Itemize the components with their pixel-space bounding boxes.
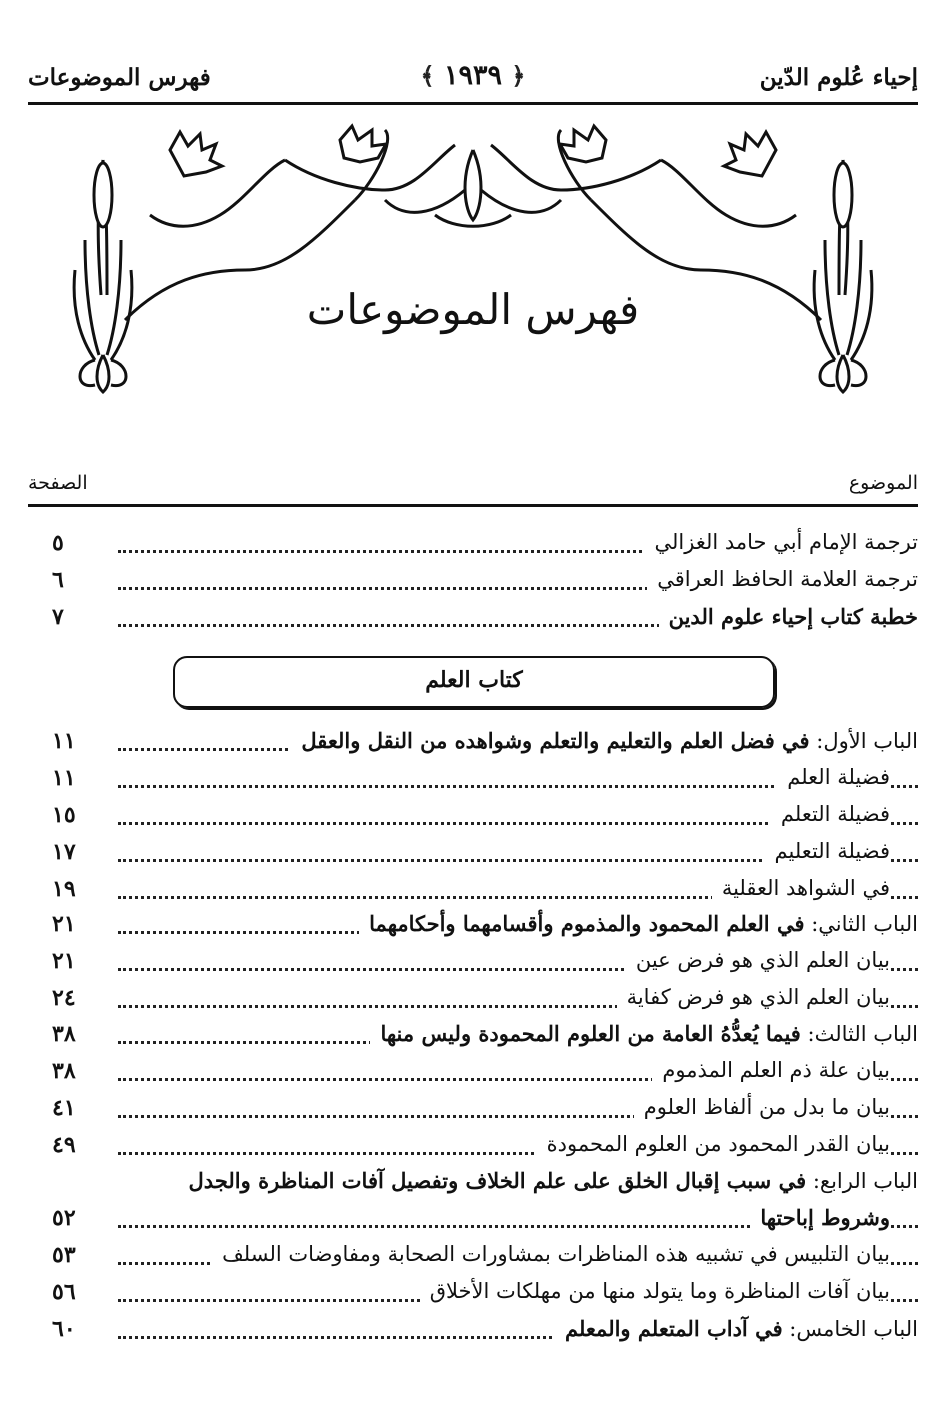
chapter-label	[555, 1316, 918, 1341]
chapter-title: في آداب المتعلم والمعلم	[565, 1316, 783, 1341]
toc-chapter-continued[interactable]	[28, 1205, 918, 1241]
entry-label: بيان علة ذم العلم المذموم	[652, 1058, 890, 1082]
topic-column-header: الموضوع	[848, 472, 918, 494]
chapter-number: الباب الثاني:	[811, 912, 918, 936]
entry-page: ١١	[52, 765, 76, 791]
chapter-label	[359, 911, 918, 936]
entry-label: فضيلة التعليم	[765, 839, 890, 863]
chapter-title: فيما يُعدُّهُ العامة من العلوم المحمودة وليس منها	[380, 1021, 801, 1046]
entry-label: بيان ما بدل من ألفاظ العلوم	[634, 1095, 890, 1119]
toc-entry[interactable]	[28, 604, 918, 640]
entry-page: ٥	[52, 530, 64, 556]
page-number-value: ١٩٣٩	[443, 60, 503, 91]
toc-entry[interactable]	[28, 839, 918, 875]
chapter-label	[179, 1168, 918, 1193]
entry-page: ١٩	[52, 876, 76, 902]
entry-page: ١٥	[52, 802, 76, 828]
entry-page: ٦	[52, 567, 64, 593]
chapter-number: الباب الثالث:	[807, 1022, 918, 1046]
entry-label: بيان القدر المحمود من العلوم المحمودة	[537, 1132, 890, 1156]
toc-entry[interactable]	[28, 948, 918, 984]
toc-entry[interactable]	[28, 1279, 918, 1315]
entry-page: ٢١	[52, 911, 76, 937]
entry-page: ٥٢	[52, 1205, 76, 1231]
running-header	[28, 58, 918, 105]
entry-page: ٢١	[52, 948, 76, 974]
entry-label: بيان آفات المناظرة وما يتولد منها من مهلكات الأخلاق	[420, 1279, 890, 1303]
right-brace-ornament: ﴿	[511, 61, 526, 90]
entry-page: ٥٦	[52, 1279, 76, 1305]
toc-entry[interactable]	[28, 985, 918, 1021]
page-number	[421, 60, 526, 91]
chapter-label	[370, 1021, 918, 1046]
ornament-title: فهرس الموضوعات	[306, 285, 640, 334]
entry-label: بيان العلم الذي هو فرض كفاية	[617, 985, 890, 1009]
toc-chapter[interactable]	[28, 911, 918, 947]
left-brace-ornament: ﴾	[420, 61, 435, 90]
toc-entry[interactable]	[28, 876, 918, 912]
book-title: إحياء عُلوم الدّين	[759, 64, 918, 91]
section-heading: كتاب العلم	[425, 667, 523, 693]
entry-label: فضيلة العلم	[777, 765, 890, 789]
toc-chapter[interactable]	[28, 1316, 918, 1352]
entry-page: ٥٣	[52, 1242, 76, 1268]
toc-chapter[interactable]	[28, 1168, 918, 1204]
entry-label: خطبة كتاب إحياء علوم الدين	[659, 604, 918, 629]
entry-page: ٤٩	[52, 1132, 76, 1158]
entry-label: فضيلة التعلم	[771, 802, 890, 826]
chapter-title: في سبب إقبال الخلق على علم الخلاف وتفصيل آفات المناظرة والجدل	[188, 1168, 807, 1193]
toc-entry[interactable]	[28, 1095, 918, 1131]
entry-label: بيان العلم الذي هو فرض عين	[626, 948, 890, 972]
entry-label: في الشواهد العقلية	[712, 876, 890, 900]
entry-page: ١٧	[52, 839, 76, 865]
entry-label: ترجمة العلامة الحافظ العراقي	[647, 567, 918, 591]
page-column-header: الصفحة	[28, 472, 88, 494]
floral-ornament-frame	[55, 120, 891, 410]
toc-chapter[interactable]	[28, 1021, 918, 1057]
toc-entry[interactable]	[28, 1132, 918, 1168]
section-running-title: فهرس الموضوعات	[28, 64, 211, 91]
toc-entry[interactable]	[28, 567, 918, 603]
chapter-title-continued: وشروط إباحتها	[750, 1205, 890, 1230]
chapter-number: الباب الرابع:	[812, 1169, 918, 1193]
entry-page: ٦٠	[52, 1316, 76, 1342]
chapter-title: في فضل العلم والتعليم والتعلم وشواهده من النقل والعقل	[301, 728, 810, 753]
entry-page: ٢٤	[52, 985, 76, 1011]
toc-entry[interactable]	[28, 1242, 918, 1278]
toc-entry[interactable]	[28, 530, 918, 566]
toc-entry[interactable]	[28, 1058, 918, 1094]
chapter-title: في العلم المحمود والمذموم وأقسامهما وأحكامهما	[369, 911, 805, 936]
toc-entry[interactable]	[28, 802, 918, 838]
entry-page: ٣٨	[52, 1021, 76, 1047]
column-headers	[28, 470, 918, 507]
entry-page: ٧	[52, 604, 64, 630]
entry-label: بيان التلبيس في تشبيه هذه المناظرات بمشاورات الصحابة ومفاوضات السلف	[212, 1242, 890, 1266]
chapter-number: الباب الخامس:	[789, 1317, 918, 1341]
chapter-number: الباب الأول:	[816, 729, 918, 753]
entry-page: ٣٨	[52, 1058, 76, 1084]
entry-page: ٤١	[52, 1095, 76, 1121]
chapter-label	[291, 728, 918, 753]
toc-entry[interactable]	[28, 765, 918, 801]
toc-chapter[interactable]	[28, 728, 918, 764]
entry-page: ١١	[52, 728, 76, 754]
entry-label: ترجمة الإمام أبي حامد الغزالي	[645, 530, 919, 554]
section-heading-box	[173, 656, 775, 708]
